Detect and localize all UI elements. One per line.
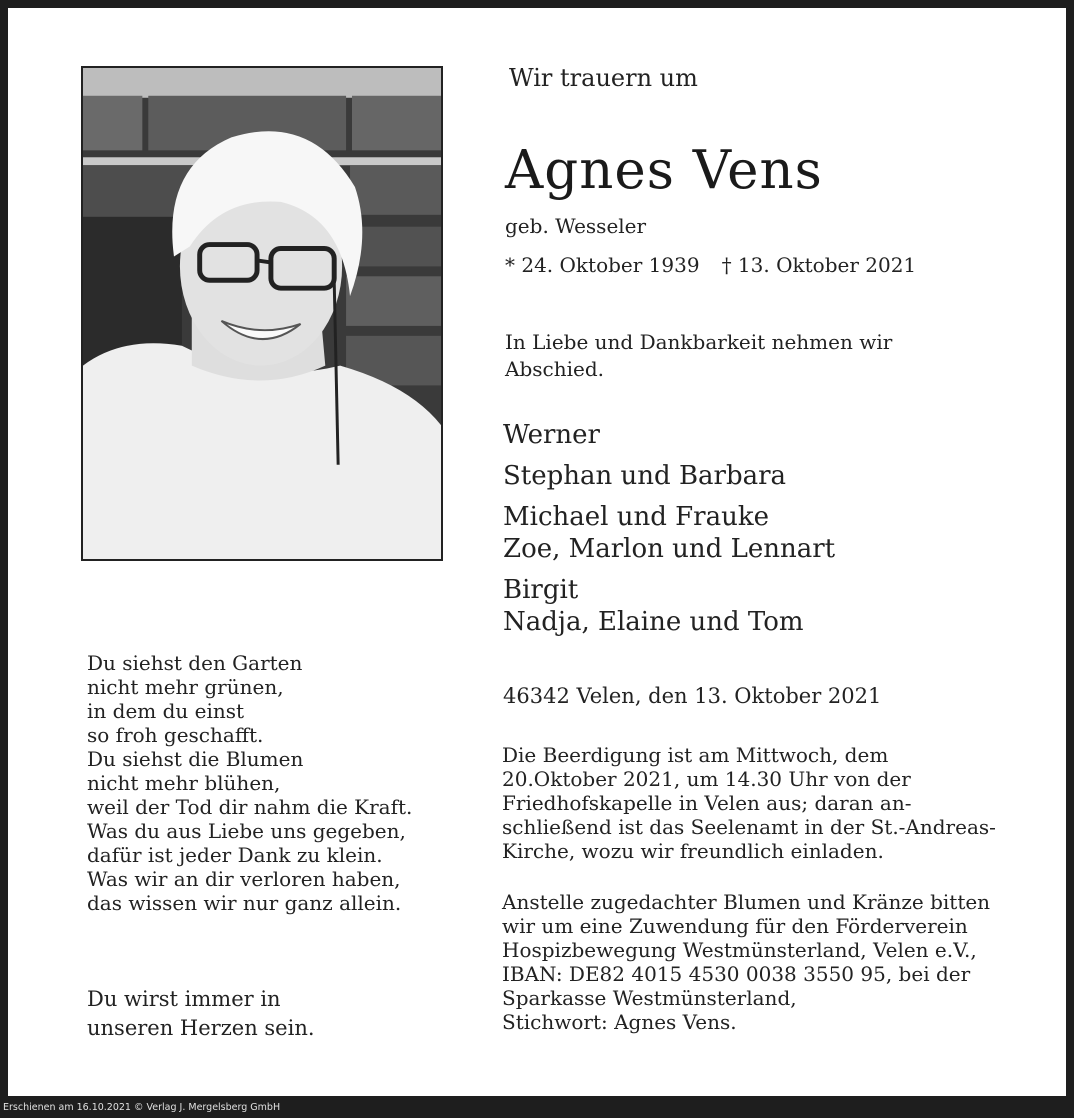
- portrait-photo-icon: [83, 68, 441, 559]
- donation-line: IBAN: DE82 4015 4530 0038 3550 95, bei der: [502, 962, 971, 986]
- obituary-page: [8, 8, 1066, 1096]
- closing-line: Du wirst immer in: [87, 987, 281, 1011]
- donation-line: Hospizbewegung Westmünsterland, Velen e.V.,: [502, 938, 977, 962]
- poem-line: Was wir an dir verloren haben,: [87, 867, 401, 891]
- life-dates: [505, 253, 916, 277]
- place-date: 46342 Velen, den 13. Oktober 2021: [503, 684, 882, 708]
- funeral-line: Friedhofskapelle in Velen aus; daran an-: [502, 791, 912, 815]
- mourner-line: Stephan und Barbara: [503, 461, 787, 491]
- mourner-line: Michael und Frauke: [503, 502, 769, 532]
- poem-line: Was du aus Liebe uns gegeben,: [87, 819, 406, 843]
- poem-line: so froh geschafft.: [87, 723, 264, 747]
- mourner-line: Werner: [503, 420, 600, 450]
- poem-line: in dem du einst: [87, 699, 245, 723]
- poem-line: Du siehst die Blumen: [87, 747, 304, 771]
- deceased-name: Agnes Vens: [505, 140, 823, 201]
- portrait-photo: [81, 66, 443, 561]
- donation-info: [502, 890, 990, 1034]
- birth-date: * 24. Oktober 1939: [505, 253, 700, 277]
- funeral-line: Kirche, wozu wir freundlich einladen.: [502, 839, 884, 863]
- funeral-info: [502, 743, 996, 863]
- closing-verse: [87, 985, 315, 1043]
- donation-line: Anstelle zugedachter Blumen und Kränze bitten: [502, 890, 991, 914]
- poem-line: das wissen wir nur ganz allein.: [87, 891, 402, 915]
- poem: [87, 651, 412, 915]
- poem-line: Du siehst den Garten: [87, 651, 303, 675]
- donation-line: wir um eine Zuwendung für den Förderverein: [502, 914, 968, 938]
- publication-footer: Erschienen am 16.10.2021 © Verlag J. Mergelsberg GmbH: [3, 1102, 281, 1113]
- poem-line: weil der Tod dir nahm die Kraft.: [87, 795, 413, 819]
- poem-line: nicht mehr blühen,: [87, 771, 281, 795]
- closing-line: unseren Herzen sein.: [87, 1016, 315, 1040]
- mourner-line: Zoe, Marlon und Lennart: [503, 534, 836, 564]
- funeral-line: Die Beerdigung ist am Mittwoch, dem: [502, 743, 889, 767]
- intro-text: Wir trauern um: [509, 64, 698, 92]
- poem-line: dafür ist jeder Dank zu klein.: [87, 843, 383, 867]
- farewell-text: In Liebe und Dankbarkeit nehmen wir Abschied.: [505, 330, 893, 381]
- death-date: † 13. Oktober 2021: [721, 253, 917, 277]
- donation-line: Sparkasse Westmünsterland,: [502, 986, 797, 1010]
- donation-line: Stichwort: Agnes Vens.: [502, 1010, 737, 1034]
- poem-line: nicht mehr grünen,: [87, 675, 284, 699]
- funeral-line: schließend ist das Seelenamt in der St.-Andreas-: [502, 815, 996, 839]
- mourner-line: Birgit: [503, 575, 579, 605]
- mourner-line: Nadja, Elaine und Tom: [503, 607, 804, 637]
- maiden-name: geb. Wesseler: [505, 214, 647, 238]
- funeral-line: 20.Oktober 2021, um 14.30 Uhr von der: [502, 767, 911, 791]
